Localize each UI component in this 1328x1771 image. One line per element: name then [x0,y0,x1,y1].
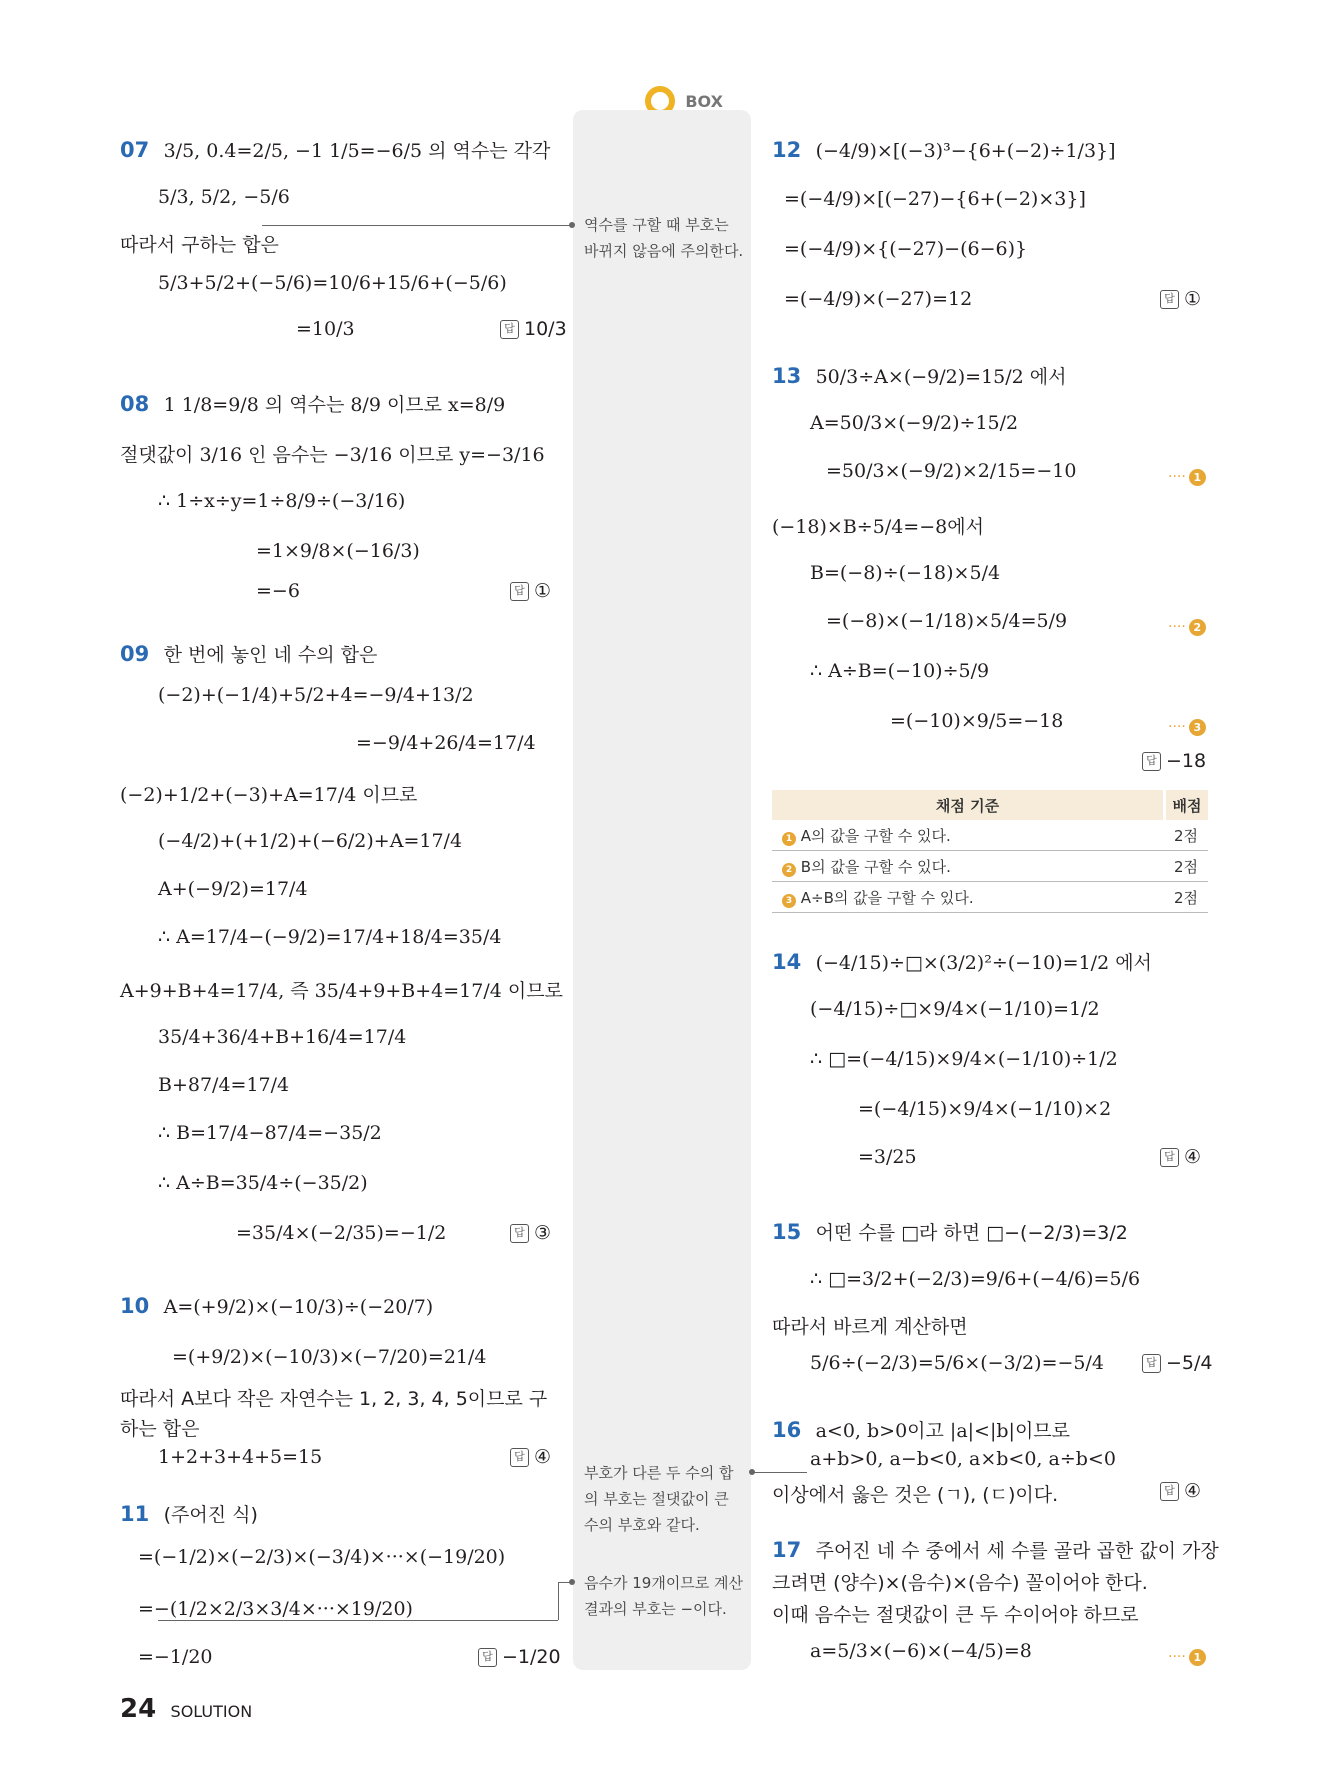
solution-line: ∴ A÷B=(−10)÷5/9 [810,660,990,682]
solution-line: =1×9/8×(−16/3) [256,540,420,562]
solution-line: =(−8)×(−1/18)×5/4=5/9 [826,610,1068,632]
page-footer [120,1694,252,1724]
solution-line: (−4/9)×[(−3)³−{6+(−2)÷1/3}] [815,140,1116,162]
footer-label: SOLUTION [170,1702,253,1721]
solution-line: (−2)+1/2+(−3)+A=17/4 이므로 [120,784,418,806]
answer-icon: 답 [1142,1354,1161,1373]
answer-value: ① [534,580,552,602]
q-box-label: BOX [685,91,723,111]
answer-icon: 답 [1160,290,1179,309]
solution-line: 5/3, 5/2, −5/6 [158,186,290,208]
problem-number: 10 [120,1294,150,1318]
connector-line [752,1472,807,1473]
solution-line: =(−1/2)×(−2/3)×(−3/4)×···×(−19/20) [138,1546,506,1568]
problem-16 [772,1416,1070,1443]
solution-line: a=5/3×(−6)×(−4/5)=8 [810,1640,1032,1662]
answer [510,580,551,602]
solution-line: 크려면 (양수)×(음수)×(음수) 꼴이어야 한다. [772,1572,1148,1594]
answer-value: −18 [1166,750,1207,772]
criteria-text: A÷B의 값을 구할 수 있다. [800,888,974,907]
solution-line: A=50/3×(−9/2)÷15/2 [810,412,1019,434]
criteria-text: B의 값을 구할 수 있다. [800,857,951,876]
solution-line: 이상에서 옳은 것은 (ㄱ), (ㄷ)이다. [772,1484,1059,1506]
answer-value: ① [1184,288,1202,310]
problem-10 [120,1294,433,1318]
solution-line: ∴ B=17/4−87/4=−35/2 [158,1122,382,1144]
problem-number: 07 [120,138,150,162]
points-cell: 2점 [1165,882,1209,913]
solution-line: =50/3×(−9/2)×2/15=−10 [826,460,1077,482]
problem-number: 17 [772,1538,802,1562]
step-marker-icon: 2 [782,863,796,877]
solution-line: 주어진 네 수 중에서 세 수를 골라 곱한 값이 가장 [815,1540,1219,1562]
problem-15 [772,1218,1128,1245]
table-row [772,820,1208,851]
answer-value: ④ [1184,1146,1202,1168]
problem-number: 14 [772,950,802,974]
solution-line: =(−4/15)×9/4×(−1/10)×2 [858,1098,1112,1120]
solution-line: 한 번에 놓인 네 수의 합은 [163,644,378,666]
solution-line: =(−10)×9/5=−18 [890,710,1064,732]
solution-line: =35/4×(−2/35)=−1/2 [236,1222,447,1244]
solution-line: 따라서 구하는 합은 [120,234,279,256]
connector-dot [569,222,575,228]
solution-line: =3/25 [858,1146,917,1168]
answer [1160,1480,1201,1502]
answer [1160,288,1201,310]
solution-line: 따라서 A보다 작은 자연수는 1, 2, 3, 4, 5이므로 구 [120,1388,548,1410]
answer-value: −1/20 [502,1646,561,1668]
solution-line: =(−4/9)×{(−27)−(6−6)} [784,238,1028,260]
table-header-row [772,790,1208,820]
solution-line: =10/3 [296,318,355,340]
solution-line: 5/6÷(−2/3)=5/6×(−3/2)=−5/4 [810,1352,1104,1374]
solution-line: ∴ □=(−4/15)×9/4×(−1/10)÷1/2 [810,1048,1118,1070]
answer-icon: 답 [478,1648,497,1667]
problem-number: 09 [120,642,150,666]
answer [478,1646,561,1668]
answer-value: ④ [534,1446,552,1468]
solution-line: 절댓값이 3/16 인 음수는 −3/16 이므로 y=−3/16 [120,444,545,466]
answer [1160,1146,1201,1168]
solution-line: (주어진 식) [163,1504,258,1526]
answer-icon: 답 [500,320,519,339]
answer-icon: 답 [1142,752,1161,771]
connector-dot [749,1469,755,1475]
step-marker-icon: 2 [1189,619,1206,636]
step-marker-icon: 1 [1189,469,1206,486]
solution-line: B+87/4=17/4 [158,1074,290,1096]
problem-07 [120,136,550,163]
solution-line: a+b>0, a−b<0, a×b<0, a÷b<0 [810,1448,1116,1470]
table-row [772,882,1208,913]
solution-line: ∴ A=17/4−(−9/2)=17/4+18/4=35/4 [158,926,502,948]
step-marker-icon: 1 [1189,1649,1206,1666]
answer-value: −5/4 [1166,1352,1213,1374]
problem-12 [772,138,1116,162]
solution-line: B=(−8)÷(−18)×5/4 [810,562,1001,584]
solution-line: =(−4/9)×[(−27)−{6+(−2)×3}] [784,188,1086,210]
solution-line: 1 1/8=9/8 의 역수는 8/9 이므로 x=8/9 [163,394,506,416]
solution-line: 50/3÷A×(−9/2)=15/2 에서 [815,366,1067,388]
solution-line: 1+2+3+4+5=15 [158,1446,323,1468]
problem-number: 15 [772,1220,802,1244]
solution-line: ∴ 1÷x÷y=1÷8/9÷(−3/16) [158,490,406,512]
solution-line: 35/4+36/4+B+16/4=17/4 [158,1026,407,1048]
problem-number: 11 [120,1502,150,1526]
table-header-criteria: 채점 기준 [772,790,1165,820]
solution-line: =−(1/2×2/3×3/4×···×19/20) [138,1598,413,1620]
connector-line [262,225,572,226]
problem-13 [772,362,1066,389]
table-header-points: 배점 [1165,790,1209,820]
points-cell: 2점 [1165,851,1209,882]
problem-08 [120,390,505,417]
criteria-text: A의 값을 구할 수 있다. [800,826,951,845]
connector-line [158,1620,558,1621]
step-marker: ···· 1 [1168,462,1206,486]
solution-line: (−18)×B÷5/4=−8에서 [772,516,984,538]
solution-line: 따라서 바르게 계산하면 [772,1316,968,1338]
solution-line: =(+9/2)×(−10/3)×(−7/20)=21/4 [172,1346,487,1368]
answer-value: ④ [1184,1480,1202,1502]
solution-line: (−2)+(−1/4)+5/2+4=−9/4+13/2 [158,684,474,706]
answer [1142,750,1206,772]
solution-line: A=(+9/2)×(−10/3)÷(−20/7) [163,1296,434,1318]
answer [510,1222,551,1244]
step-marker: ···· 2 [1168,612,1206,636]
answer-value: ③ [534,1222,552,1244]
solution-line: 이때 음수는 절댓값이 큰 두 수이어야 하므로 [772,1604,1139,1626]
page-number: 24 [120,1694,157,1724]
solution-line: (−4/15)÷□×9/4×(−1/10)=1/2 [810,998,1100,1020]
answer-value: 10/3 [524,318,567,340]
side-note-negative-count: 음수가 19개이므로 계산 결과의 부호는 −이다. [584,1574,744,1618]
problem-09 [120,640,377,667]
step-marker-icon: 3 [1189,719,1206,736]
table-row [772,851,1208,882]
answer [500,318,567,340]
answer-icon: 답 [510,1448,529,1467]
step-marker-icon: 3 [782,894,796,908]
side-note-reciprocal: 역수를 구할 때 부호는 바뀌지 않음에 주의한다. [584,216,744,260]
solution-line: 5/3+5/2+(−5/6)=10/6+15/6+(−5/6) [158,272,507,294]
problem-17 [772,1536,1219,1563]
problem-14 [772,948,1152,975]
connector-dot [569,1579,575,1585]
solution-line: (−4/15)÷□×(3/2)²÷(−10)=1/2 에서 [815,952,1152,974]
solution-line: =(−4/9)×(−27)=12 [784,288,973,310]
solution-line: ∴ □=3/2+(−2/3)=9/6+(−4/6)=5/6 [810,1268,1141,1290]
problem-number: 16 [772,1418,802,1442]
solution-line: =−6 [256,580,300,602]
solution-line: A+9+B+4=17/4, 즉 35/4+9+B+4=17/4 이므로 [120,980,563,1002]
solution-line: A+(−9/2)=17/4 [158,878,308,900]
answer-icon: 답 [510,582,529,601]
solution-line: =−1/20 [138,1646,213,1668]
problem-11 [120,1500,258,1527]
points-cell: 2점 [1165,820,1209,851]
side-note-sum-sign: 부호가 다른 두 수의 합의 부호는 절댓값이 큰 수의 부호와 같다. [584,1464,734,1534]
answer-icon: 답 [510,1224,529,1243]
problem-number: 08 [120,392,150,416]
side-note-band [573,110,751,1670]
answer [1142,1352,1213,1374]
step-marker-icon: 1 [782,832,796,846]
solution-line: =−9/4+26/4=17/4 [356,732,536,754]
solution-line: 어떤 수를 □라 하면 □−(−2/3)=3/2 [815,1222,1128,1244]
step-marker: ···· 3 [1168,712,1206,736]
answer [510,1446,551,1468]
solution-line: (−4/2)+(+1/2)+(−6/2)+A=17/4 [158,830,463,852]
problem-number: 12 [772,138,802,162]
problem-number: 13 [772,364,802,388]
step-marker: ···· 1 [1168,1642,1206,1666]
solution-line: 하는 합은 [120,1418,200,1440]
answer-icon: 답 [1160,1482,1179,1501]
scoring-criteria-table [772,790,1208,913]
solution-line: a<0, b>0이고 |a|<|b|이므로 [815,1420,1071,1442]
connector-line [558,1582,559,1620]
answer-icon: 답 [1160,1148,1179,1167]
solution-line: ∴ A÷B=35/4÷(−35/2) [158,1172,368,1194]
solution-line: 3/5, 0.4=2/5, −1 1/5=−6/5 의 역수는 각각 [163,140,551,162]
